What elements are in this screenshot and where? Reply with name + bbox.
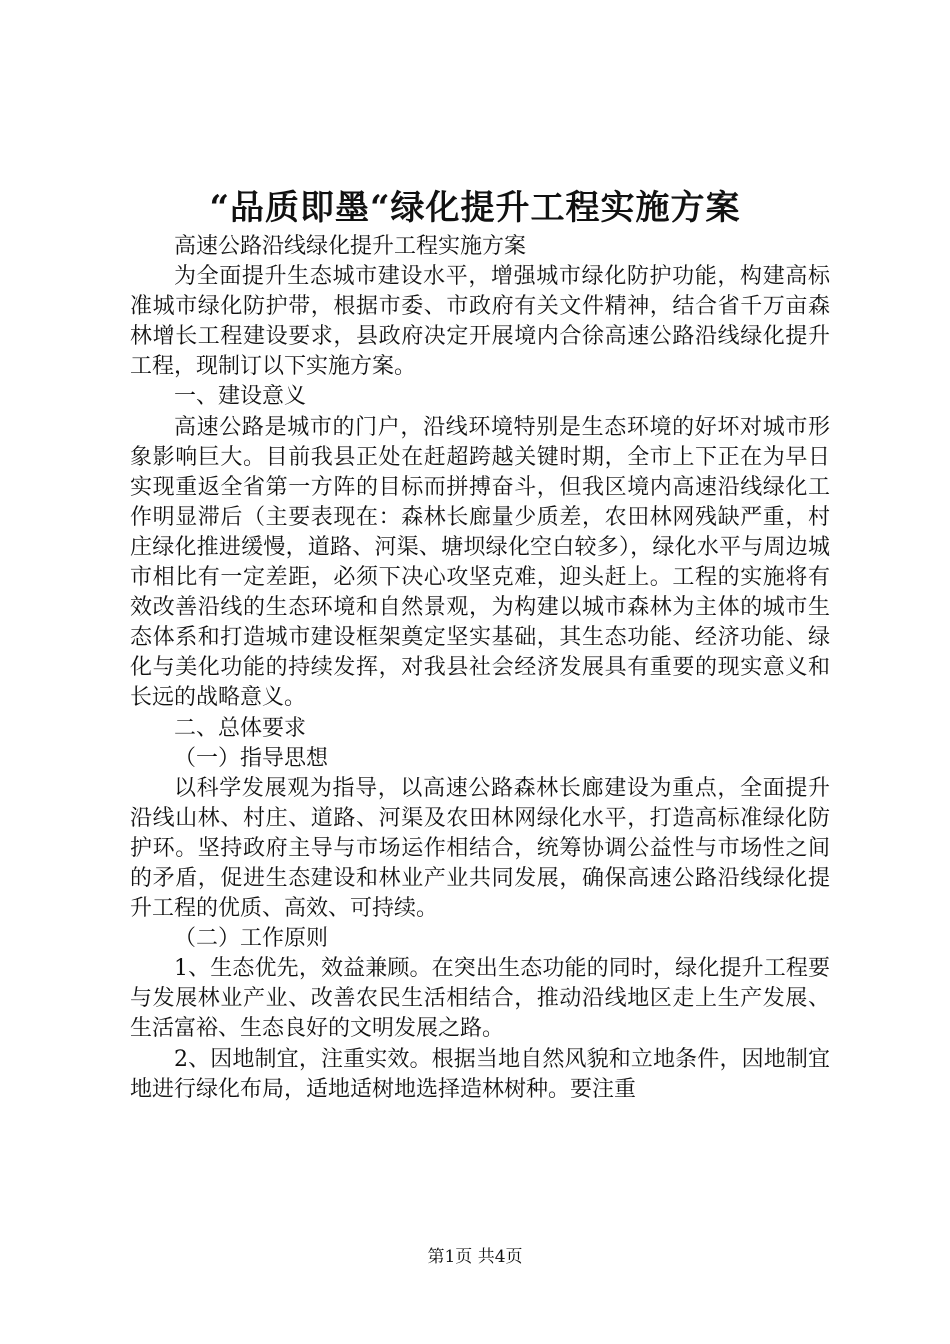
principle-2-paragraph: 2、因地制宜，注重实效。根据当地自然风貌和立地条件，因地制宜地进行绿化布局，适地适树地选择造林树种。要注重 — [130, 1046, 830, 1102]
section-heading-significance: 一、建设意义 — [174, 384, 307, 410]
significance-paragraph: 高速公路是城市的门户，沿线环境特别是生态环境的好坏对城市形象影响巨大。目前我县正处在赶超跨越关键时期，全市上下正在为早日实现重返全省第一方阵的目标而拼搏奋斗，但我区境内高速沿线绿化工作明显滞后（主要表现在：森林长廊量少质差，农田林网残缺严重，村庄绿化推进缓慢，道路、河渠、塘坝绿化空白较多），绿化水平与周边城市相比有一定差距，必须下决心攻坚克难，迎头赶上。工程的实施将有效改善沿线的生态环境和自然景观，为构建以城市森林为主体的城市生态体系和打造城市建设框架奠定坚实基础，其生态功能、经济功能、绿化与美化功能的持续发挥，对我县社会经济发展具有重要的现实意义和长远的战略意义。 — [130, 414, 830, 711]
page-footer: 第1页 共4页 — [427, 1247, 523, 1267]
intro-paragraph: 为全面提升生态城市建设水平，增强城市绿化防护功能，构建高标准城市绿化防护带，根据市委、市政府有关文件精神，结合省千万亩森林增长工程建设要求，县政府决定开展境内合徐高速公路沿线绿化提升工程，现制订以下实施方案。 — [130, 264, 830, 380]
document-body — [130, 232, 830, 1105]
subheading-work-principles: （二）工作原则 — [174, 926, 329, 952]
subtitle-paragraph: 高速公路沿线绿化提升工程实施方案 — [174, 234, 527, 259]
document-title: “品质即墨“绿化提升工程实施方案 — [209, 188, 741, 228]
subheading-guiding-thought: （一）指导思想 — [174, 745, 329, 771]
principle-1-paragraph: 1、生态优先，效益兼顾。在突出生态功能的同时，绿化提升工程要与发展林业产业、改善农民生活相结合，推动沿线地区走上生产发展、生活富裕、生态良好的文明发展之路。 — [130, 956, 830, 1042]
guiding-thought-paragraph: 以科学发展观为指导，以高速公路森林长廊建设为重点，全面提升沿线山林、村庄、道路、河渠及农田林网绿化水平，打造高标准绿化防护环。坚持政府主导与市场运作相结合，统筹协调公益性与市场性之间的矛盾，促进生态建设和林业产业共同发展，确保高速公路沿线绿化提升工程的优质、高效、可持续。 — [130, 775, 830, 922]
section-heading-requirements: 二、总体要求 — [174, 715, 307, 741]
